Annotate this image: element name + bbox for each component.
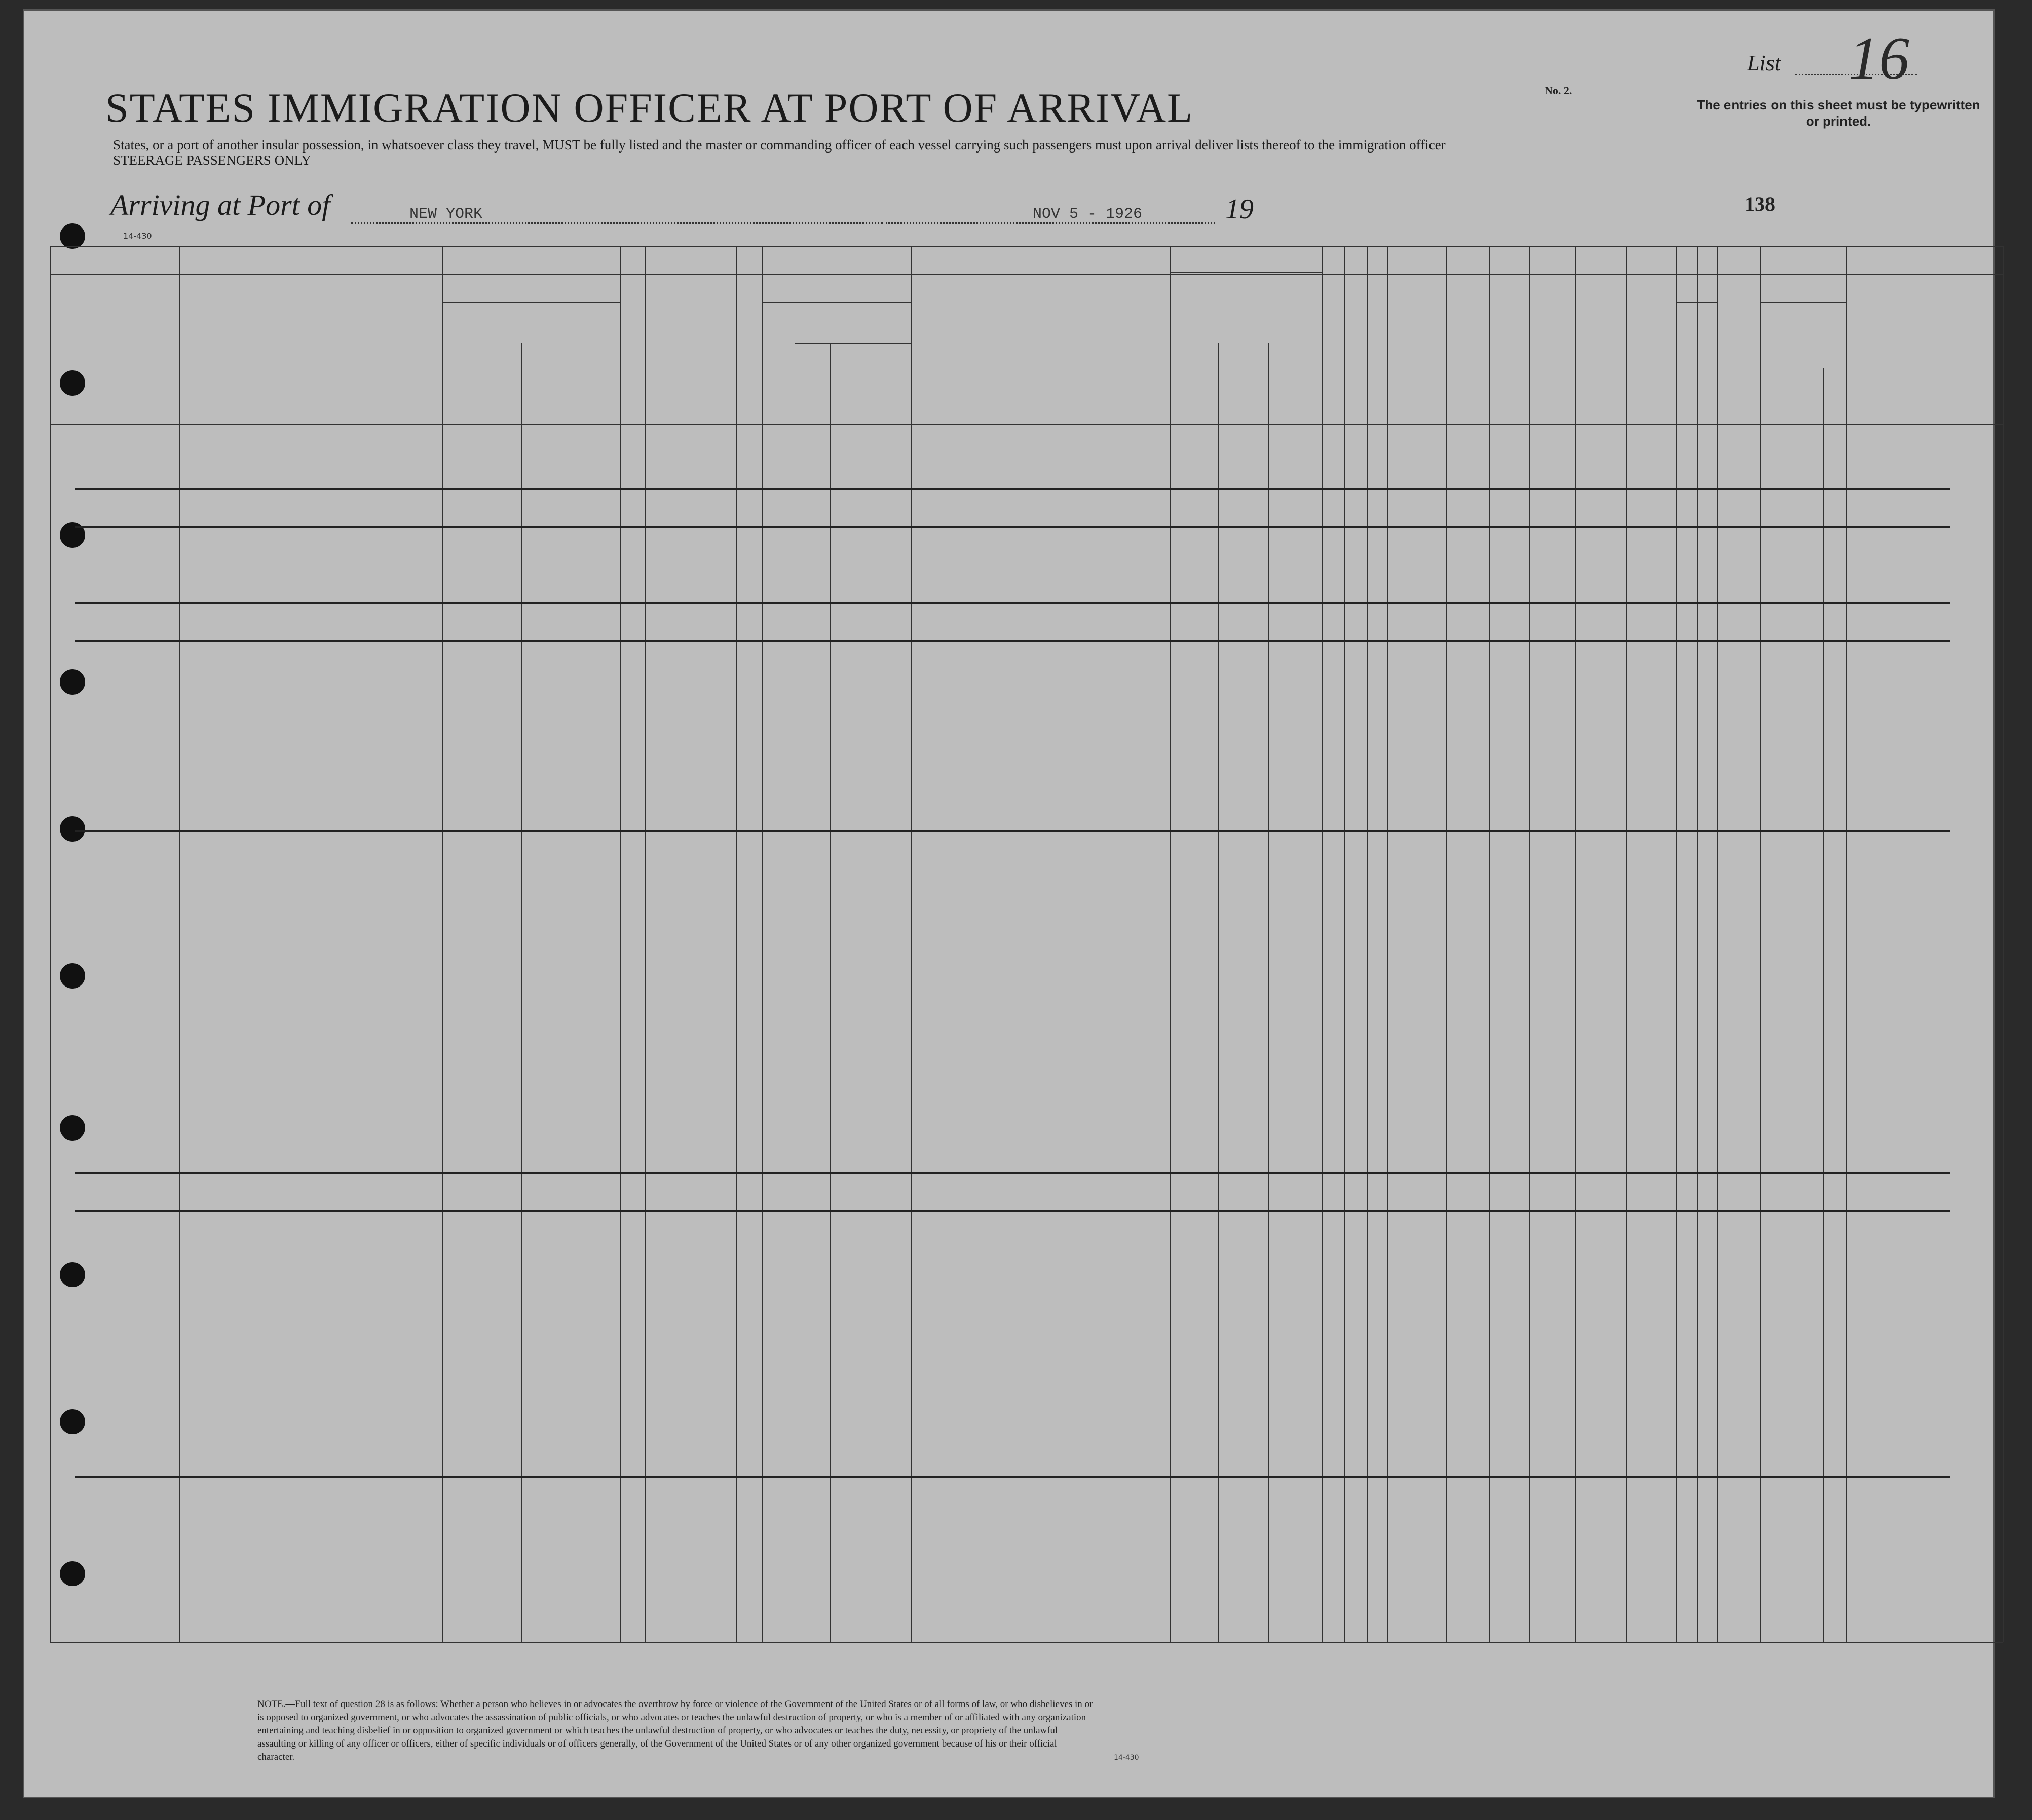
- subcolumn-divider: [830, 343, 831, 1642]
- port-value: NEW YORK: [409, 206, 483, 223]
- column-divider: [1575, 246, 1576, 1642]
- column-divider: [645, 246, 646, 1642]
- column-divider: [1322, 246, 1323, 1642]
- column-divider: [1387, 246, 1388, 1642]
- cancel-line: [75, 488, 1950, 490]
- header-divider: [795, 343, 911, 344]
- column-divider: [50, 246, 51, 1642]
- column-divider: [620, 246, 621, 1642]
- column-divider: [736, 246, 737, 1642]
- table-bottom: [50, 1642, 2003, 1643]
- instructions-line2: STEERAGE PASSENGERS ONLY: [113, 153, 311, 168]
- arrival-date: NOV 5 - 1926: [1033, 206, 1143, 223]
- header-divider: [50, 424, 2003, 425]
- column-divider: [1846, 246, 1847, 1642]
- subcolumn-divider: [1823, 368, 1824, 1642]
- manifest-sheet: [23, 9, 1995, 1798]
- column-divider: [1676, 246, 1677, 1642]
- header-divider: [1676, 302, 1717, 303]
- column-divider: [1717, 246, 1718, 1642]
- header-divider: [442, 302, 620, 303]
- column-divider: [1760, 246, 1761, 1642]
- binding-hole: [60, 223, 85, 249]
- column-divider: [442, 246, 443, 1642]
- column-divider: [1344, 246, 1345, 1642]
- column-divider: [1489, 246, 1490, 1642]
- column-divider: [911, 246, 912, 1642]
- list-label: List: [1747, 51, 1781, 75]
- column-divider: [179, 246, 180, 1642]
- footnote: NOTE.—Full text of question 28 is as follows: Whether a person who believes in or advocates the overthrow by force or violence of the Government of the United States or of all forms of law, or who disbelieves in or is opposed to organized government, or who advocates the assassination of public officials, or who advocates or teaches the unlawful destruction of property, or who is a member of or affiliated with any organization entertaining and teaching disbelief in or opposition to organized government or which teaches the unlawful destruction of property, or who advocates or teaches the duty, necessity, or propriety of the unlawful assaulting or killing of any officer or officers, either of specific individuals or of officers generally, of the Government of the United States or of any other organized government because of his or their official character.: [257, 1699, 1093, 1762]
- column-divider: [762, 246, 763, 1642]
- column-divider: [1697, 246, 1698, 1642]
- manifest-table: [50, 246, 2003, 1642]
- column-divider: [1529, 246, 1530, 1642]
- header-divider: [1760, 302, 1846, 303]
- arriving-label: Arriving at Port of: [110, 188, 330, 221]
- footer-form-code: 14-430: [1114, 1754, 1139, 1762]
- form-number: No. 2.: [1545, 84, 1572, 97]
- form-code: 14-430: [123, 231, 152, 241]
- cancel-line: [75, 1172, 1950, 1174]
- subcolumn-divider: [1268, 343, 1269, 1642]
- column-divider: [1170, 246, 1171, 1642]
- column-divider: [1626, 246, 1627, 1642]
- cancel-line: [75, 1476, 1950, 1478]
- column-divider: [1367, 246, 1368, 1642]
- instructions-line1: States, or a port of another insular possession, in whatsoever class they travel, MUST be fully listed and the master or commanding officer of each vessel carrying such passengers must upon arrival deliver lists thereof to the immigration officer: [113, 137, 1446, 153]
- cancel-line: [75, 526, 1950, 528]
- page-title: STATES IMMIGRATION OFFICER AT PORT OF ARRIVAL: [105, 85, 1194, 131]
- header-divider: [50, 274, 2003, 275]
- subcolumn-divider: [1218, 343, 1219, 1642]
- column-divider: [1446, 246, 1447, 1642]
- header-divider: [1170, 272, 1322, 273]
- page-number: 138: [1745, 193, 1775, 215]
- subcolumn-divider: [521, 343, 522, 1642]
- instructions: [113, 137, 1633, 168]
- column-divider: [2003, 246, 2004, 1642]
- typewritten-note: The entries on this sheet must be typewritten or printed.: [1697, 97, 1980, 129]
- year-prefix: 19: [1225, 194, 1254, 225]
- header-divider: [762, 302, 911, 303]
- header-divider: [50, 246, 2003, 247]
- cancel-line: [75, 602, 1950, 604]
- list-number: 16: [1849, 24, 1909, 92]
- cancel-line: [75, 830, 1950, 832]
- cancel-line: [75, 640, 1950, 642]
- cancel-line: [75, 1210, 1950, 1212]
